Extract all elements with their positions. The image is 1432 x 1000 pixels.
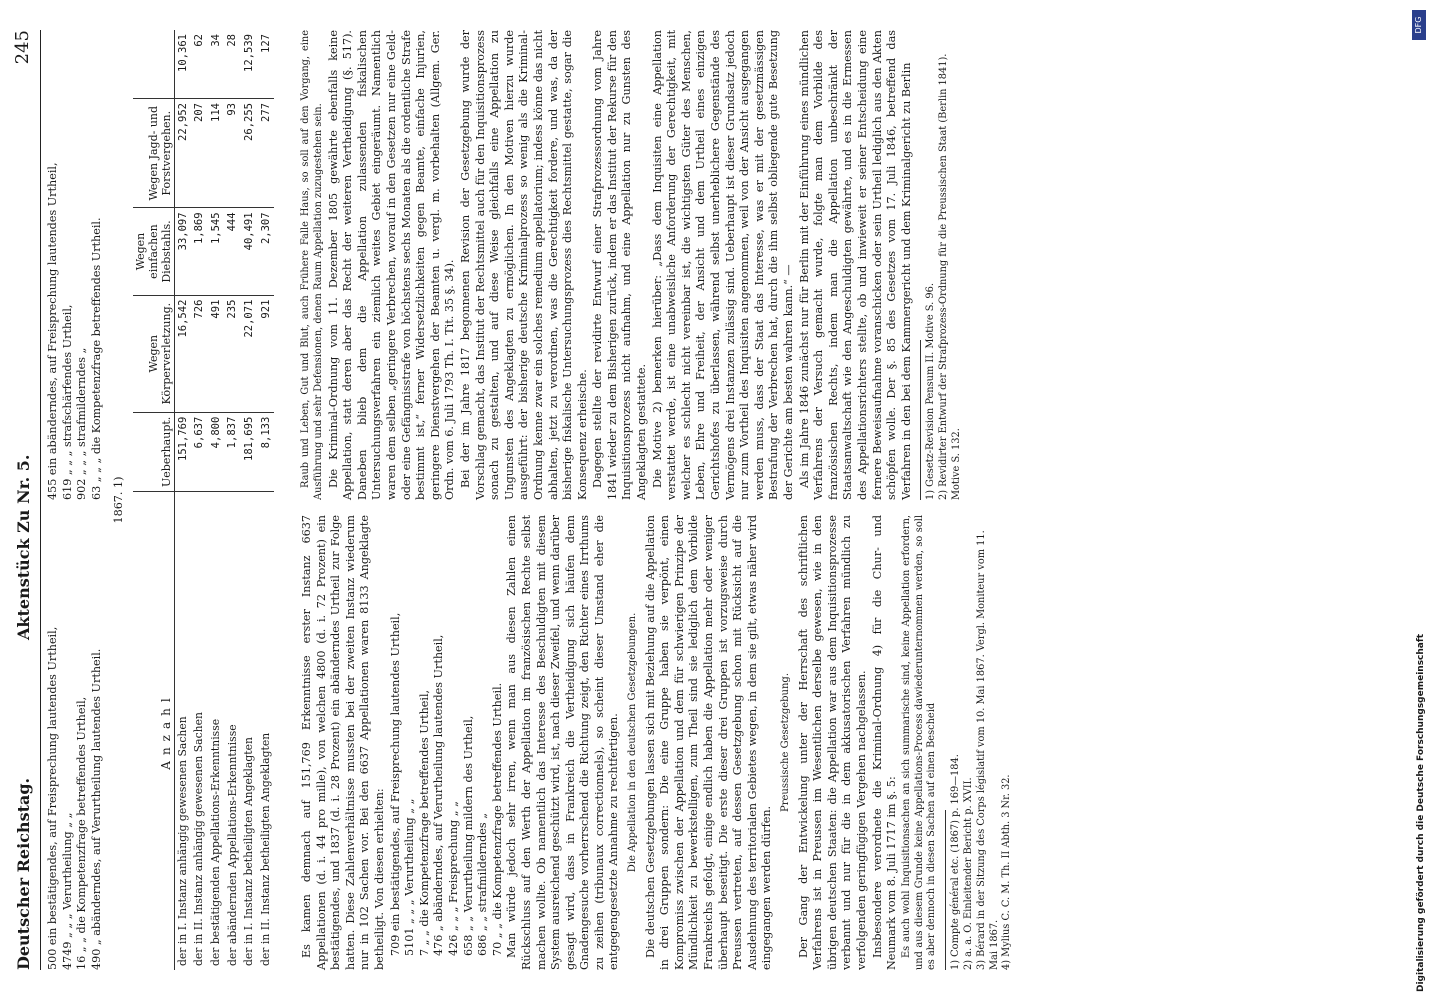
paragraph: Man würde jedoch sehr irren, wenn man aus diesen Zahlen einen Rückschluss auf den Werth der Appellation im französischen Rechte selbst machen wollte. Ob namentlich das Interesse des Beschuldigten mit diesem System ausreichend geschützt wird, ist, nach dieser Zweifel, und wenn darüber gesagt wird, dass in Frankreich die Vertheidigung sich häufen denn Gnadengesuche vorherrschend die Richtung zeigt, den Richter eines Irrthums zu zeihen (tribunaux correctionnels), so scheint dieser Umstand eher die entgegengesetzte Annahme zu rechtfertigen. (505, 515, 621, 970)
footnotes-right (925, 30, 963, 500)
paragraph: Der Gang der Entwickelung unter der Herrschaft des schriftlichen Verfahrens ist in Preussen im Wesentlichen derselbe gewesen, wie in den übrigen deutschen Staaten: die Appellation war aus dem Inquisitionsprozesse verbannt und nur für die in dem akkusatorischen Verfahren mündlich zu verfolgenden geringfügigen Vergehen nachgelassen. (796, 515, 868, 970)
cell: 12,539 (241, 30, 258, 99)
cell: 1,869 (191, 208, 208, 295)
table-row (208, 30, 225, 970)
footnote: 1) Gesetz-Revision Pensum II. Motive S. 96. (925, 283, 937, 500)
text-line: 686 „ „ strafmilderndes „ (476, 813, 490, 956)
table-header-hunting: Wegen Jagd- und Forstvergehen. (133, 99, 175, 208)
text-line: 426 „ „ „ Freisprechung „ „ (446, 801, 460, 956)
table-row (224, 30, 241, 970)
paragraph: Die deutschen Gesetzgebungen lassen sich mit Beziehung auf die Appellation in drei Gruppen sondern: Die eine Gruppe haben sie verpönt, einen Kompromiss zwischen der Appellation und dem für schwierigen Prinzipe der Mündlichkeit zu bewerkstelligen, zum Theil sind sie lediglich dem Vorbilde Frankreichs gefolgt, einige endlich haben die Appellation mehr oder weniger überhaupt beseitigt. Die erste dieser drei Gruppen ist vorzugsweise durch Preussen vertreten, auf dessen Gesetzgebung schon mit Rücksicht auf die Ausdehnung des territorialen Gebietes wegen, in dem sie gilt, etwas näher wird eingegangen werden dürfen. (643, 515, 774, 970)
document-title: Aktenstück Zu Nr. 5. (14, 454, 33, 640)
text-line: 5101 „ „ „ Verurtheilung „ „ (403, 798, 417, 956)
cell: 277 (258, 99, 275, 208)
cell: 114 (208, 99, 225, 208)
cell: 181,695 (241, 412, 258, 491)
cell: 26,255 (241, 99, 258, 208)
text-line: 476 „ abänderndes, auf Verurtheilung lautendes Urtheil, (432, 634, 446, 956)
left-top-lines (46, 515, 104, 970)
cell: 6,637 (191, 412, 208, 491)
paragraph: Es kamen demnach auf 151,769 Erkenntnisse erster Instanz 6637 Appellationen (d. i. 44 pro mille), von welchen 4800 (d. i. 72 Prozent) ein bestätigendes, und 1837 (d. i. 28 Prozent) ein abänderndes Urtheil zur Folge hatten. Diese Zahlenverhältnisse mussten bei der zweiten Instanz wiederum nur in 102 Sachen vor. Bei den 6637 Appellationen waren 8133 Angeklagte betheiligt. Von diesen erhielten: (300, 515, 386, 970)
cell: 1,837 (224, 412, 241, 491)
cell: 10,361 (174, 30, 191, 99)
footnote-divider (920, 340, 921, 500)
text-line: 63 „ „ „ die Kompetenzfrage betreffendes Urtheil. (89, 217, 103, 500)
cell: 444 (224, 208, 241, 295)
page-header (6, 30, 41, 970)
cell: 28 (224, 30, 241, 99)
table-year: 1867. 1) (112, 476, 125, 524)
footnote: 2) Revidirter Entwurf der Strafprozess-Ordnung für die Preussischen Staat (Berlin 1841). Motive S. 132. (938, 53, 962, 500)
text-line: 619 „ „ „ strafschärfendes Urtheil, (60, 304, 74, 500)
result-lines (389, 515, 506, 970)
footnote: 2) a. a. O. Einleitender Bericht p. XVII. (962, 777, 974, 970)
paragraph: Als im Jahre 1846 zunächst nur für Berlin mit der Einführung eines mündlichen Verfahrens der Versuch gemacht wurde, folgte man dem Vorbilde des französischen Rechts, indem man die Appellation unbeschränkt der Staatsanwaltschaft wie den Angeschuldigten gewährte, und es in die Ermessen des Appellationsrichters stellte, ob und inwieweit er seiner Entscheidung eine fernere Beweisaufnahme voranschicken oder sein Urtheil lediglich aus den Akten schöpfen wolle. Der §. 85 des Gesetzes vom 17. Juli 1846, betreffend das Verfahren in den bei dem Kammergericht und dem Kriminalgericht zu Berlin (797, 30, 913, 500)
cell: 235 (224, 295, 241, 412)
row-label: der abändernden Appellations-Erkenntnisse (225, 724, 239, 966)
dfg-badge: DFG (1412, 10, 1426, 40)
row-label: der bestätigenden Appellations-Erkenntnisse (209, 718, 223, 966)
cell: 726 (191, 295, 208, 412)
text-line: 70 „ „ die Kompetenzfrage betreffendes Urtheil. (490, 682, 504, 956)
row-label: der in I. Instanz anhängig gewesenen Sachen (175, 716, 189, 966)
statistics-table-block (112, 30, 274, 970)
footnote: 4) Mylius C. C. M. Th. II Abth. 3 Nr. 32. (1001, 774, 1013, 970)
left-column (46, 515, 104, 970)
cell: 4,800 (208, 412, 225, 491)
table-row (258, 30, 275, 970)
statistics-table (133, 30, 275, 970)
row-label: der in II. Instanz betheiligten Angeklagten (258, 732, 272, 966)
cell: 921 (258, 295, 275, 412)
cell: 34 (208, 30, 225, 99)
journal-title: Deutscher Reichstag. (14, 777, 33, 970)
paragraph: Die Motive 2) bemerken hierüber: „Dass dem Inquisiten eine Appellation verstattet werde, ist eine unabweisliche Anforderung der Gerechtigkeit, mit welcher es schlecht nicht vereinbar ist, die wichtigsten Güter des Menschen, Leben, Ehre und Freiheit, der Ansicht und dem Urtheil eines einzigen Gerichtshofes zu überlassen, während selbst unerheblichere Gegenstände des Vermögens drei Instanzen zulässig sind. Ueberhaupt ist dieser Grundsatz jedoch nur zum Vortheil des Inquisiten angenommen, weil von der Ansicht ausgegangen werden muss, dass der Staat das Interesse, was er mit der gesetzmässigen Bestrafung der Verbrechen hat, durch die ihm selbst obliegende gute Besetzung der Gerichte am besten wahren kann.“ — (650, 30, 795, 500)
text-line: 658 „ „ Verurtheilung mildern des Urtheil, (461, 715, 475, 956)
cell: 491 (208, 295, 225, 412)
cell: 1,545 (208, 208, 225, 295)
table-row (191, 30, 208, 970)
cell: 22,952 (174, 99, 191, 208)
right-top-lines (46, 30, 104, 500)
paragraph: Insbesondere verordnete die Kriminal-Ordnung 4) für die Chur- und Neumark vom 8. Juli 1717 im §. 5: (870, 515, 899, 970)
page-number: 245 (12, 30, 33, 65)
table-header-theft: Wegen einfachen Diebstahls. (133, 208, 175, 295)
table-header-anzahl: Anzahl (133, 492, 175, 971)
footnotes-left (950, 515, 1014, 970)
table-row (174, 30, 191, 970)
text-line: 490 „ abänderndes, auf Verurtheilung lautendes Urtheil. (89, 648, 103, 970)
small-note: Raub und Leben, Gut und Blut, auch Frühere Falle Haus, so soll auf den Vorgang, eine Ausführung und sehr Defensionen, denen Raum Appellation zuzugestehen sein. (300, 30, 324, 500)
cell: 22,071 (241, 295, 258, 412)
section-heading: Die Appellation in den deutschen Gesetzgebungen. (627, 612, 639, 873)
text-line: 16 „ „ die Kompetenzfrage betreffendes Urtheil, (75, 696, 89, 970)
paragraph: Dagegen stellte der revidirte Entwurf einer Strafprozessordnung vom Jahre 1841 wieder zu dem Bisherigen zurück, indem er das Institut der Rekurse für den Inquisitionsprozess nicht aufnahm, und eine Appellation nur zu Gunsten des Angeklagten gestattete. (591, 30, 649, 500)
text-line: 902 „ „ „ strafmilderndes „ (75, 347, 89, 500)
table-header-injury: Wegen Körperverletzung. (133, 295, 175, 412)
table-header-extra (133, 30, 175, 99)
left-body (300, 515, 1014, 970)
right-body (300, 30, 964, 500)
cell: 151,769 (174, 412, 191, 491)
text-line: 4749 „ „ „ Verurtheilung „ „ (60, 812, 74, 970)
cell: 2,307 (258, 208, 275, 295)
table-row (241, 30, 258, 970)
cell: 127 (258, 30, 275, 99)
subsection-heading: Preussische Gesetzgebung. (780, 672, 791, 813)
text-line: 709 ein bestätigendes, auf Freisprechung lautendes Urtheil, (388, 612, 402, 956)
paragraph: Bei der im Jahre 1817 begonnenen Revision der Gesetzgebung wurde der Vorschlag gemacht, das Institut der Rechtsmittel auch für den Inquisitionsprozess sonach zu gestalten, und auf diese Weise gleichfalls eine Appellation zu Ungunsten des Angeklagten zu ermöglichen. In den Motiven hierzu wurde ausgeführt: der bisherige deutsche Kriminalprozess so wenig als die Kriminal-Ordnung kenne zwar ein solches remedium appellatorium; indess könne das nicht abhalten, jetzt zu verordnen, was die Gerechtigkeit fordere, und was, da der bisherige fiskalische Untersuchungsprozess dies Rechtsmittel gestatte, sogar die Konsequenz erheische. (458, 30, 589, 500)
text-line: 7 „ „ die Kompetenzfrage betreffendes Urtheil, (417, 689, 431, 956)
quote: Es auch wohl Inquisitionsachen an sich summarische sind, keine Appellation erfordern, und aus diesem Grunde keine Appellations-Process dawiederunternommen werden, so soll es aber dennoch in diesen Sachen auf einen Bescheid (900, 515, 938, 970)
cell: 93 (224, 99, 241, 208)
footnote-divider (945, 810, 946, 970)
cell: 16,542 (174, 295, 191, 412)
cell: 33,097 (174, 208, 191, 295)
table-header-total: Ueberhaupt. (133, 412, 175, 491)
row-label: der in II. Instanz anhängig gewesenen Sachen (192, 712, 206, 966)
footnote: 3) Bérard in der Sitzung des Corps législatif vom 10. Mai 1867. Vergl. Moniteur vom 11. Mai 1867. (975, 530, 1000, 970)
text-line: 500 ein bestätigendes, auf Freisprechung lautendes Urtheil, (46, 626, 59, 970)
cell: 40,491 (241, 208, 258, 295)
cell: 62 (191, 30, 208, 99)
cell: 8,133 (258, 412, 275, 491)
cell: 207 (191, 99, 208, 208)
text-line: 455 ein abänderndes, auf Freisprechung lautendes Urtheil, (46, 162, 59, 500)
paragraph: Die Kriminal-Ordnung vom 11. Dezember 1805 gewährte ebenfalls keine Appellation, statt deren aber das Recht der weiteren Vertheidigung (§. 517). Daneben blieb dem die Appellation zulassenden fiskalischen Untersuchungsverfahren ein ziemlich weites Gebiet eingeräumt. Namentlich waren dem selben „geringere Verbrechen, worauf in den Gesetzen nur eine Geld- oder eine Gefängnisstrafe von höchstens sechs Monaten als die ordentliche Strafe bestimmt ist,“ ferner Widersetzlichkeiten gegen Beamte, einfache Injurien, geringere Dienstvergehen der Beamten u. vergl. m. vorbehalten (Allgem. Ger. Ordn. vom 6. Juli 1793 Th. I. Tit. 35 §. 34). (326, 30, 457, 500)
row-label: der in I. Instanz betheiligten Angeklagten (242, 737, 256, 966)
right-top-block (46, 30, 104, 500)
footnote: 1) Compte général etc. (1867) p. 169—184. (950, 754, 962, 970)
funding-note: Digitalisierung gefördert durch die Deutsche Forschungsgemeinschaft (1416, 633, 1426, 992)
